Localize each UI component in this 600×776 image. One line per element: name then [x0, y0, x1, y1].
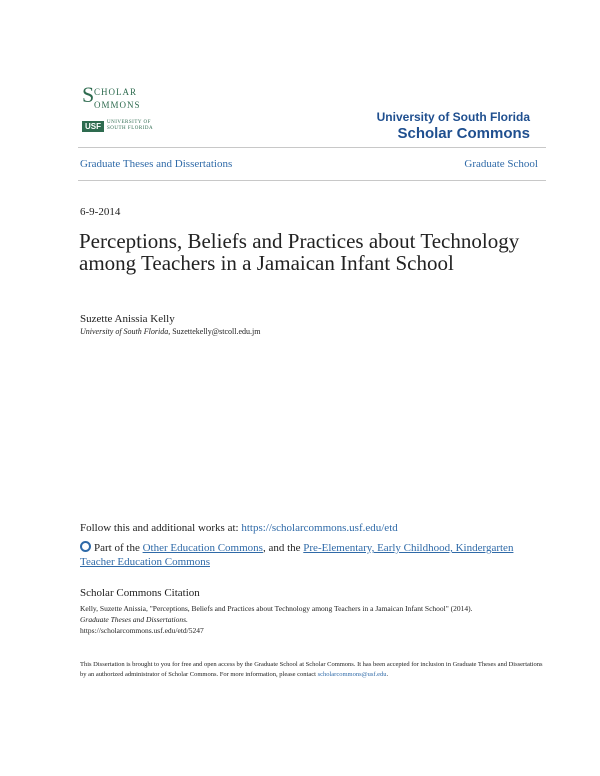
access-notice — [80, 660, 550, 680]
divider-bottom — [78, 180, 546, 181]
citation-line-3: https://scholarcommons.usf.edu/etd/5247 — [80, 626, 204, 635]
document-title: Perceptions, Beliefs and Practices about Technology among Teachers in a Jamaican Infant School — [79, 229, 520, 275]
contact-email-link[interactable]: scholarcommons@usf.edu — [317, 671, 387, 678]
citation-series: Graduate Theses and Dissertations. — [80, 615, 188, 624]
part-of-line — [80, 541, 545, 569]
university-name[interactable]: University of South Florida — [376, 110, 530, 124]
follow-prefix: Follow this and additional works at: — [80, 522, 242, 534]
author-name: Suzette Anissia Kelly — [80, 313, 175, 325]
publication-date: 6-9-2014 — [80, 206, 121, 218]
usf-logo-text — [107, 120, 153, 132]
citation-line-1: Kelly, Suzette Anissia, "Perceptions, Beliefs and Practices about Technology among Teachers in a Jamaican Infant School" (2014). — [80, 604, 473, 613]
school-link[interactable]: Graduate School — [464, 158, 538, 170]
follow-line — [80, 522, 398, 534]
partof-prefix: Part of the — [94, 542, 143, 554]
open-access-icon — [80, 541, 91, 552]
etd-link[interactable]: https://scholarcommons.usf.edu/etd — [241, 522, 398, 534]
logo-word-scholar: CHOLAR — [94, 87, 138, 97]
notice-text: This Dissertation is brought to you for free and open access by the Graduate School at Scholar Commons. It has been accepted for inclusion in Graduate Theses and Dissertations by an authorized administrator of Scholar Commons. For more information, please contact — [80, 661, 543, 678]
repository-name[interactable]: Scholar Commons — [397, 125, 530, 142]
usf-logo-line-1: UNIVERSITY OF — [107, 120, 151, 125]
usf-logo-line-2: SOUTH FLORIDA — [107, 126, 154, 131]
early-childhood-commons-link[interactable]: Pre-Elementary, Early Childhood, Kindergarten Teacher Education Commons — [80, 542, 514, 568]
citation-text — [80, 603, 550, 636]
citation-heading: Scholar Commons Citation — [80, 587, 200, 599]
logo-word-commons: OMMONS — [94, 100, 141, 110]
usf-logo-box: USF — [82, 121, 104, 132]
scholar-commons-logo — [82, 84, 162, 136]
partof-middle: , and the — [262, 542, 304, 554]
author-email: , Suzettekelly@stcoll.edu.jm — [168, 327, 261, 336]
author-affiliation — [80, 327, 260, 336]
collection-link[interactable]: Graduate Theses and Dissertations — [80, 158, 233, 170]
divider-top — [78, 147, 546, 148]
other-education-commons-link[interactable]: Other Education Commons — [142, 542, 263, 554]
citation-line-2 — [80, 614, 550, 625]
notice-end: . — [386, 671, 389, 678]
logo-letter: S — [82, 82, 95, 107]
affiliation-name: University of South Florida — [80, 327, 169, 336]
institution-header — [377, 110, 530, 142]
